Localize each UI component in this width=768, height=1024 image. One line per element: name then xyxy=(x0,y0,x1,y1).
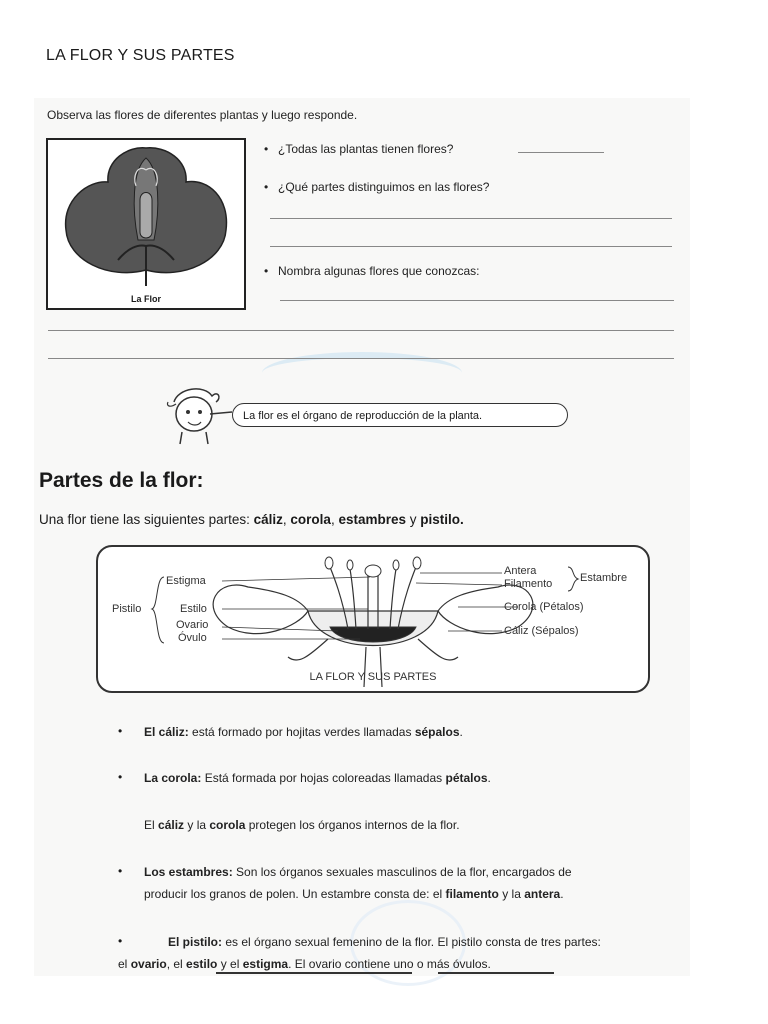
term: El cáliz: xyxy=(144,725,189,739)
bullet: • xyxy=(118,770,123,784)
paragraph-pistilo xyxy=(168,931,601,953)
text: protegen los órganos internos de la flor. xyxy=(245,818,460,832)
text: el xyxy=(118,957,131,971)
text: está formado por hojitas verdes llamadas xyxy=(188,725,415,739)
answer-line-4[interactable] xyxy=(280,300,674,301)
term-estambres: estambres xyxy=(338,512,406,527)
text: . xyxy=(459,725,463,739)
label-caliz: Cáliz (Sépalos) xyxy=(504,625,579,637)
term: La corola: xyxy=(144,771,202,785)
answer-line-1[interactable] xyxy=(518,152,604,153)
term: Los estambres: xyxy=(144,865,233,879)
flower-illustration xyxy=(48,140,244,290)
label-ovulo: Óvulo xyxy=(178,632,207,644)
bullet: • xyxy=(264,264,269,278)
text: Está formada por hojas coloreadas llamadas xyxy=(201,771,446,785)
term-caliz: cáliz xyxy=(253,512,283,527)
text: . xyxy=(487,771,491,785)
diagram-caption: LA FLOR Y SUS PARTES xyxy=(309,671,437,683)
term: El pistilo: xyxy=(168,935,222,949)
bullet: • xyxy=(118,934,123,948)
flower-caption: La Flor xyxy=(130,294,161,304)
intro-sentence xyxy=(39,512,464,527)
paragraph-estambres-cont xyxy=(144,883,564,905)
paragraph-caliz xyxy=(144,721,463,743)
boy-illustration xyxy=(160,384,236,446)
question-text: ¿Qué partes distinguimos en las flores? xyxy=(278,180,490,194)
intro-and: y xyxy=(406,512,421,527)
intro-prefix: Una flor tiene las siguientes partes: xyxy=(39,512,254,527)
text: , el xyxy=(166,957,187,971)
term: sépalos xyxy=(414,725,460,739)
text: . xyxy=(560,887,564,901)
term: corola xyxy=(209,818,246,832)
paragraph-corola xyxy=(144,767,491,789)
answer-line-3[interactable] xyxy=(270,246,672,247)
bullet: • xyxy=(264,180,269,194)
worksheet-instruction: Observa las flores de diferentes plantas y luego responde. xyxy=(47,108,358,122)
term: estilo xyxy=(186,957,218,971)
label-estigma: Estigma xyxy=(166,575,206,587)
intro-sep: , xyxy=(330,512,339,527)
text: El xyxy=(144,818,159,832)
bottom-box-left xyxy=(216,972,412,978)
text: y la xyxy=(498,887,525,901)
label-antera: Antera xyxy=(504,565,537,577)
text: . El ovario contiene uno o más óvulos. xyxy=(288,957,491,971)
term: pétalos xyxy=(445,771,488,785)
speech-bubble: La flor es el órgano de reproducción de la planta. xyxy=(232,403,568,427)
paragraph-estambres xyxy=(144,861,664,883)
term-corola: corola xyxy=(290,512,331,527)
term: cáliz xyxy=(158,818,185,832)
label-filamento: Filamento xyxy=(504,578,553,590)
term: filamento xyxy=(445,887,499,901)
flower-image xyxy=(46,138,246,310)
label-pistilo: Pistilo xyxy=(112,603,142,615)
question-text: ¿Todas las plantas tienen flores? xyxy=(278,142,454,156)
label-estilo: Estilo xyxy=(180,603,207,615)
section-heading: Partes de la flor: xyxy=(39,469,204,492)
term: ovario xyxy=(130,957,167,971)
text: Son los órganos sexuales masculinos de la flor, encargados de xyxy=(232,865,572,879)
term: antera xyxy=(524,887,561,901)
label-estambre: Estambre xyxy=(580,572,628,584)
text: y el xyxy=(217,957,243,971)
term: estigma xyxy=(242,957,289,971)
question-text: Nombra algunas flores que conozcas: xyxy=(278,264,480,278)
term-pistilo: pistilo. xyxy=(420,512,464,527)
question-3 xyxy=(264,264,479,278)
label-ovario: Ovario xyxy=(176,619,209,631)
question-2 xyxy=(264,180,489,194)
text: producir los granos de polen. Un estambre consta de: el xyxy=(144,887,446,901)
bullet: • xyxy=(118,724,123,738)
answer-line-6[interactable] xyxy=(48,358,674,359)
question-1 xyxy=(264,142,453,156)
bottom-box-right xyxy=(438,972,554,978)
answer-line-5[interactable] xyxy=(48,330,674,331)
answer-line-2[interactable] xyxy=(270,218,672,219)
text: es el órgano sexual femenino de la flor. El pistilo consta de tres partes: xyxy=(222,935,601,949)
text: y la xyxy=(184,818,210,832)
bullet: • xyxy=(264,142,269,156)
intro-sep: , xyxy=(282,512,291,527)
flower-parts-diagram xyxy=(96,545,650,693)
document-title: LA FLOR Y SUS PARTES xyxy=(46,47,235,64)
bullet: • xyxy=(118,864,123,878)
label-corola: Corola (Pétalos) xyxy=(504,601,584,613)
paragraph-proteccion xyxy=(144,814,460,836)
